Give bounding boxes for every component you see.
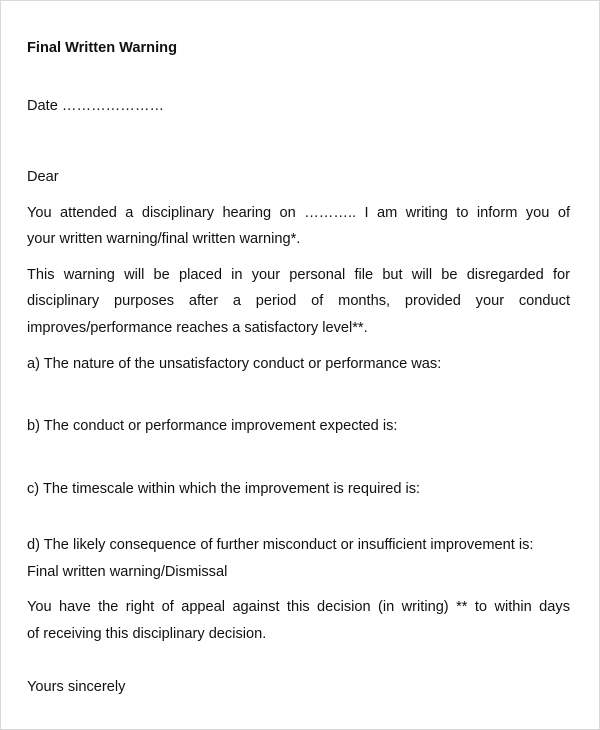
letter-title: Final Written Warning — [27, 40, 177, 56]
appeal-line-1: You have the right of appeal against this decision (in writing) ** to within days — [27, 599, 570, 615]
appeal-line-2: of receiving this disciplinary decision. — [27, 626, 267, 642]
salutation: Dear — [27, 169, 59, 185]
paragraph-1-line-1: You attended a disciplinary hearing on ……….. I am writing to inform you of — [27, 205, 570, 221]
item-d-line-1: d) The likely consequence of further misconduct or insufficient improvement is: — [27, 537, 534, 553]
item-a: a) The nature of the unsatisfactory conduct or performance was: — [27, 356, 442, 372]
paragraph-1-line-2: your written warning/final written warning*. — [27, 231, 301, 247]
item-c: c) The timescale within which the improvement is required is: — [27, 481, 421, 497]
paragraph-2-line-2: disciplinary purposes after a period of months, provided your conduct — [27, 293, 570, 309]
date-line: Date ………………… — [27, 98, 165, 114]
paragraph-2-line-1: This warning will be placed in your personal file but will be disregarded for — [27, 267, 570, 283]
closing: Yours sincerely — [27, 679, 126, 695]
paragraph-2-line-3: improves/performance reaches a satisfactory level**. — [27, 320, 368, 336]
item-b: b) The conduct or performance improvement expected is: — [27, 418, 398, 434]
item-d-line-2: Final written warning/Dismissal — [27, 564, 228, 580]
